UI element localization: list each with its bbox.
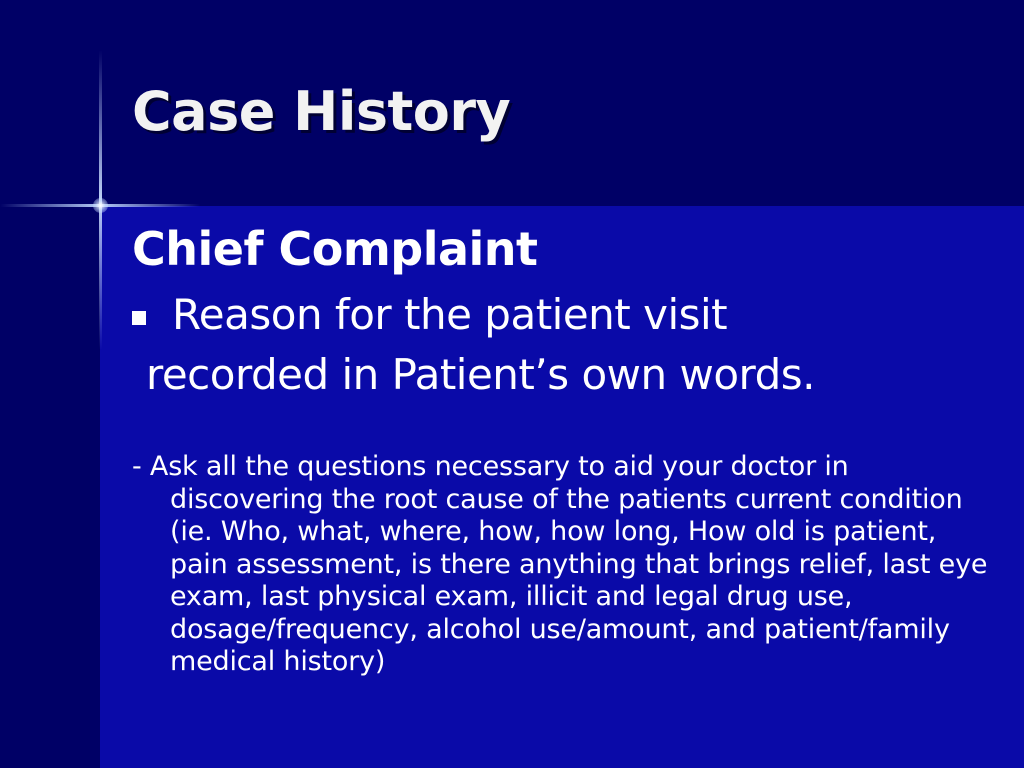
left-band — [0, 206, 100, 768]
bullet-item — [132, 290, 727, 339]
detail-paragraph: - Ask all the questions necessary to aid your doctor in discovering the root cause of the patients current condition (ie. Who, what, where, how, how long, How old is patient, pain assessment, is there anything that brings relief, last eye exam, last physical exam, illicit and legal drug use, dosage/frequency, alcohol use/amount, and patient/family medical history) — [132, 451, 988, 677]
section-heading: Chief Complaint — [132, 222, 538, 276]
square-bullet-icon — [132, 311, 146, 325]
slide-title: Case History — [132, 80, 511, 143]
bullet-text-continuation: recorded in Patient’s own words. — [146, 350, 815, 399]
sparkle-icon — [93, 198, 108, 213]
bullet-text: Reason for the patient visit — [172, 290, 728, 339]
